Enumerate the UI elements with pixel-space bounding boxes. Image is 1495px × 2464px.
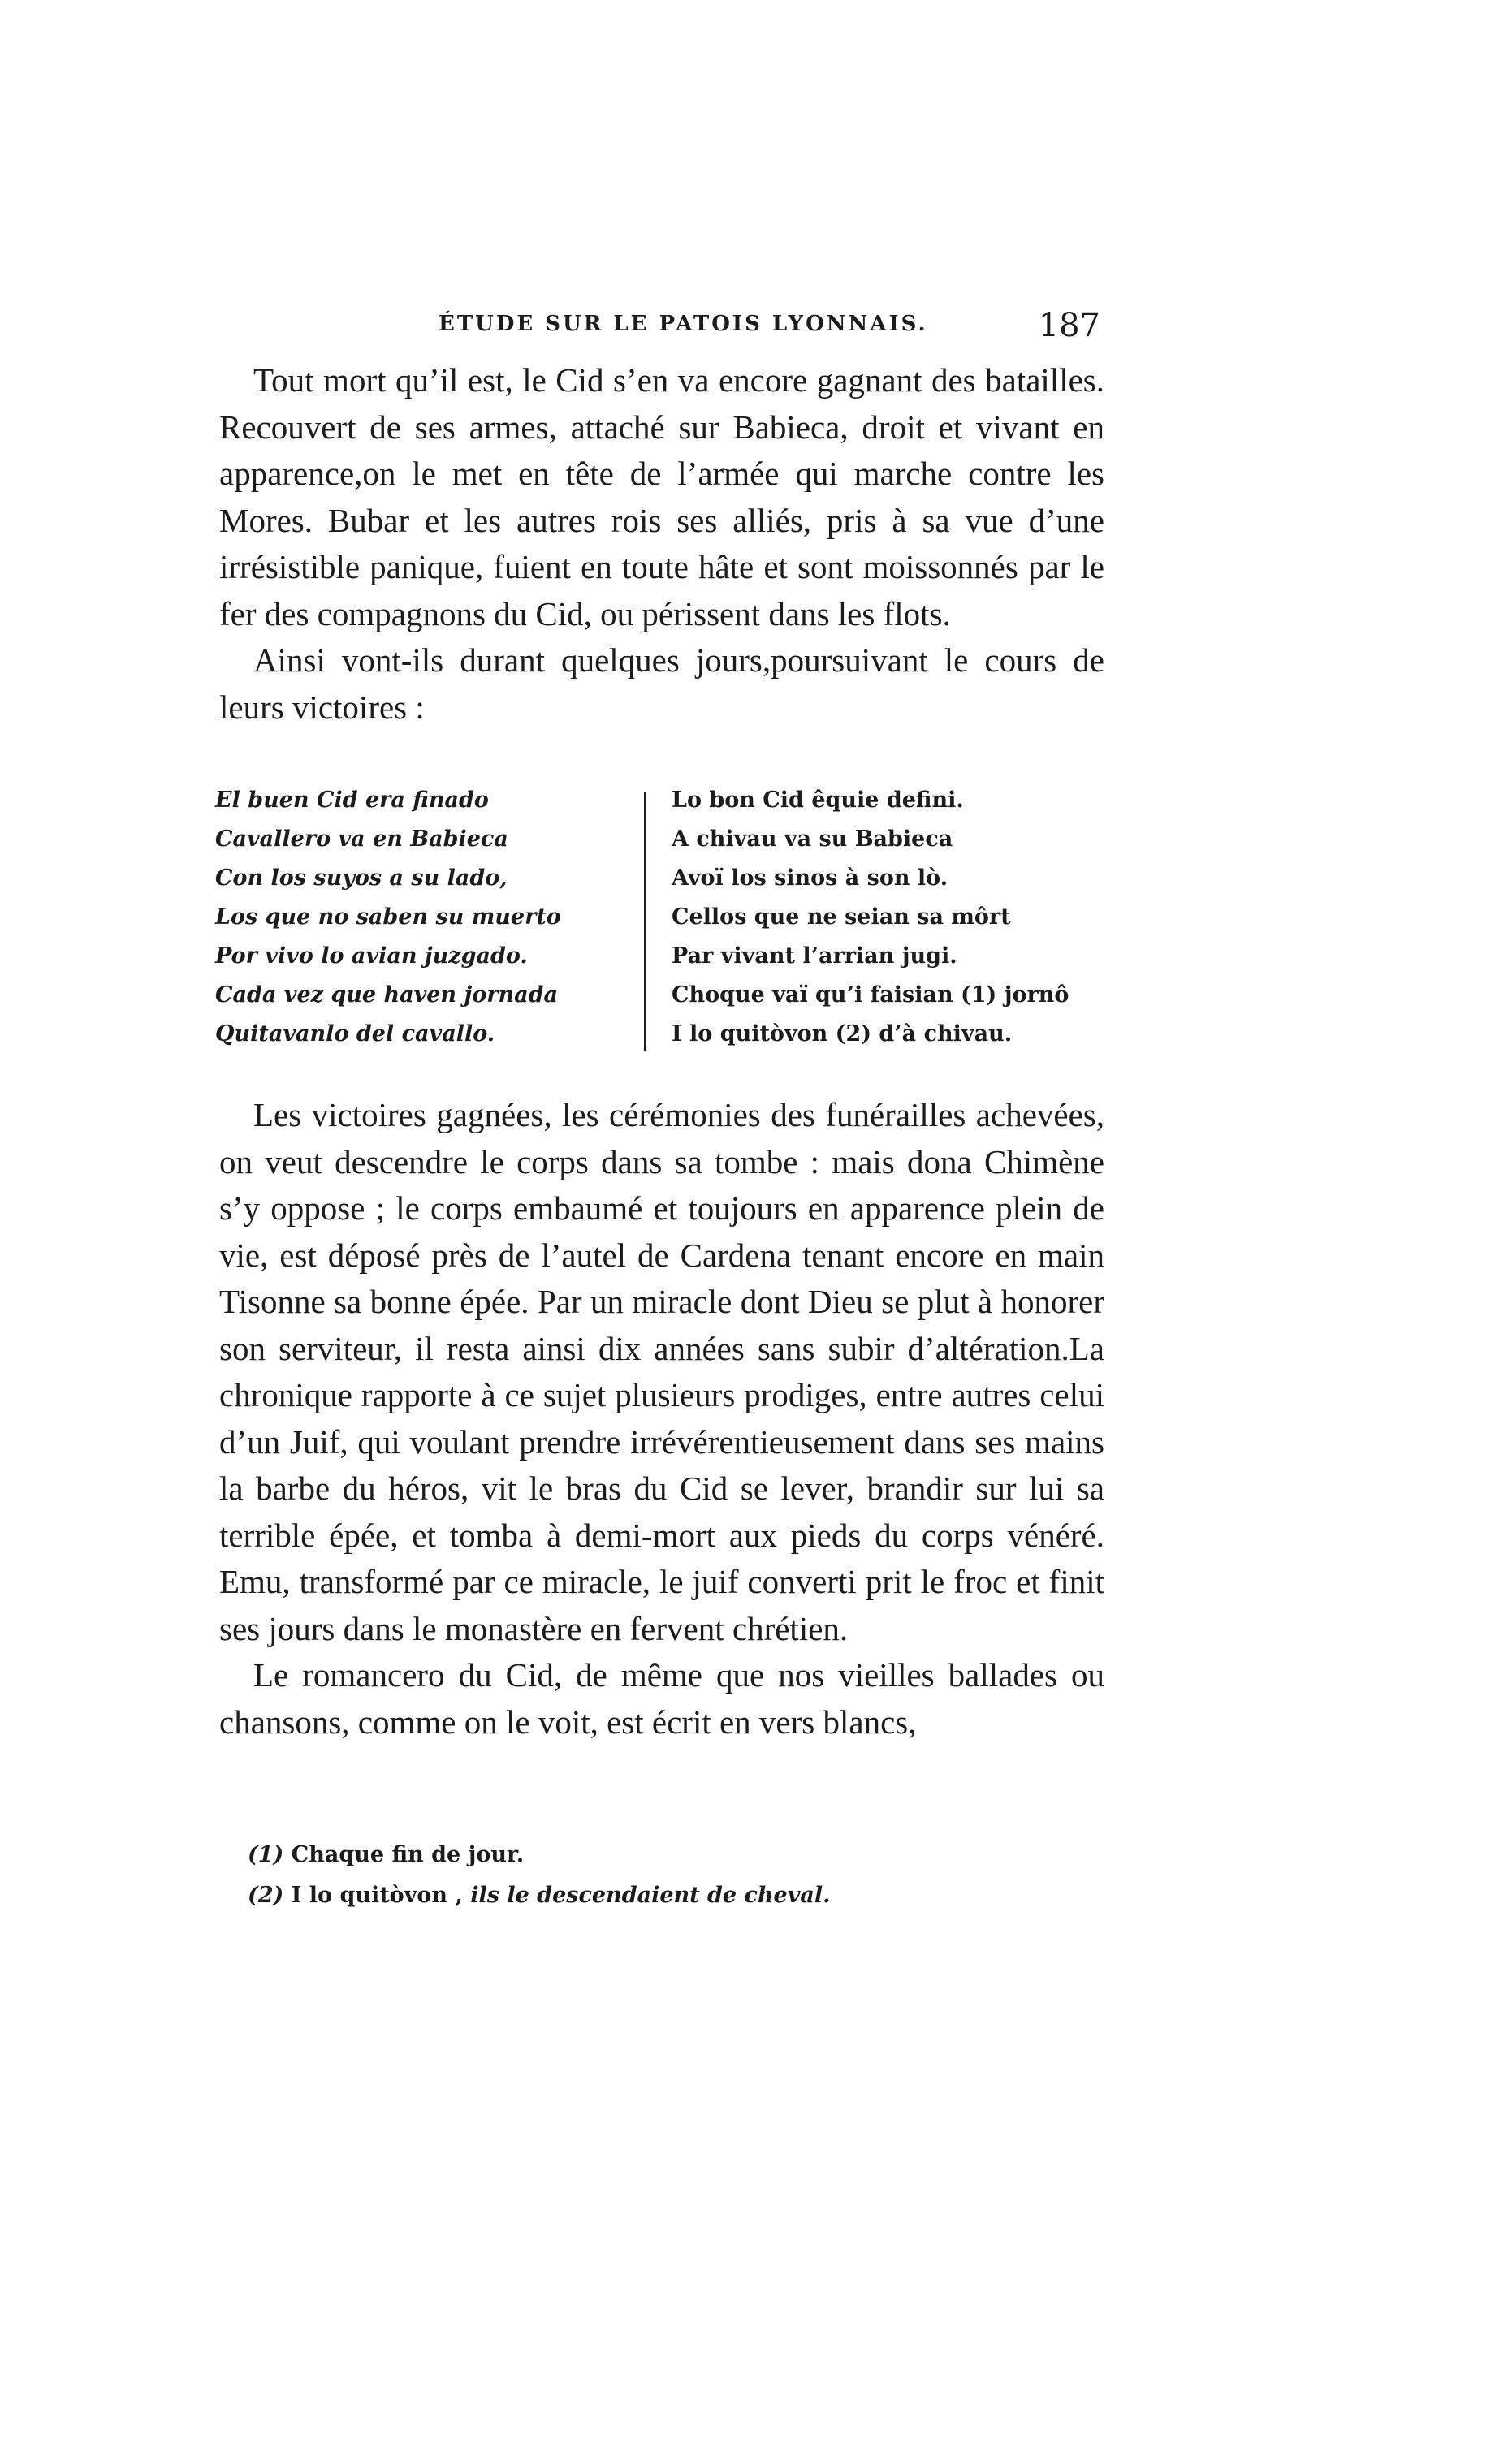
footnote — [248, 1835, 1060, 1875]
verse-line: Quitavanlo del cavallo. — [215, 1021, 495, 1046]
body-text-bottom — [219, 1092, 1104, 1746]
verse-line: Choque vaï qu’i faisian (1) jornô — [672, 982, 1069, 1008]
paragraph: Le romancero du Cid, de même que nos vieilles ballades ou chansons, comme on le voit, est écrit en vers blancs, — [219, 1656, 1104, 1741]
running-head: ÉTUDE SUR LE PATOIS LYONNAIS. — [439, 312, 928, 336]
verse-line: Avoï los sinos à son lò. — [672, 865, 948, 891]
footnote-translation: ils le descendaient de cheval. — [470, 1883, 831, 1908]
page-number: 187 — [1038, 307, 1100, 344]
verse-quotation — [215, 781, 1108, 1057]
verse-divider — [644, 792, 646, 1051]
verse-lyonnais-column — [672, 781, 1069, 1054]
verse-spanish-column — [215, 781, 561, 1054]
footnote-marker: (2) — [248, 1883, 284, 1908]
footnotes — [248, 1835, 1060, 1916]
footnote — [248, 1875, 1060, 1916]
verse-line: Con los suyos a su lado, — [215, 865, 508, 891]
verse-line: Cellos que ne seian sa môrt — [672, 904, 1011, 930]
paragraph: Ainsi vont-ils durant quelques jours,poursuivant le cours de leurs victoires : — [219, 641, 1104, 726]
paragraph: Les victoires gagnées, les cérémonies des funérailles achevées, on veut descendre le corps dans sa tombe : mais dona Chimène s’y oppose ; le corps embaumé et toujours en apparence plein de vie, est déposé près de l’autel de Cardena tenant encore en main Tisonne sa bonne épée. Par un miracle dont Dieu se plut à honorer son serviteur, il resta ainsi dix années sans subir d’altération.La chronique rapporte à ce sujet plusieurs prodiges, entre autres celui d’un Juif, qui voulant prendre irrévérentieusement dans ses mains la barbe du héros, vit le bras du Cid se lever, brandir sur lui sa terrible épée, et tomba à demi-mort aux pieds du corps vénéré. Emu, transformé par ce miracle, le juif converti prit le froc et finit ses jours dans le monastère en fervent chrétien. — [219, 1096, 1104, 1647]
footnote-text: Chaque fin de jour. — [291, 1842, 525, 1867]
page-header — [219, 307, 1104, 347]
footnote-text: I lo quitòvon , — [291, 1883, 463, 1908]
paragraph: Tout mort qu’il est, le Cid s’en va encore gagnant des batailles. Recouvert de ses armes, attaché sur Babieca, droit et vivant en apparence,on le met en tête de l’armée qui marche contre les Mores. Bubar et les autres rois ses alliés, pris à sa vue d’une irrésistible panique, fuient en toute hâte et sont moissonnés par le fer des compagnons du Cid, ou périssent dans les flots. — [219, 361, 1104, 632]
verse-line: Cada vez que haven jornada — [215, 982, 558, 1008]
verse-line: Par vivant l’arrian jugi. — [672, 943, 957, 969]
verse-line: I lo quitòvon (2) d’à chivau. — [672, 1021, 1013, 1046]
verse-line: Los que no saben su muerto — [215, 904, 561, 930]
verse-line: El buen Cid era finado — [215, 788, 489, 813]
verse-line: A chivau va su Babieca — [672, 826, 953, 852]
body-text-top — [219, 357, 1104, 731]
verse-line: Por vivo lo avian juzgado. — [215, 943, 528, 969]
verse-line: Cavallero va en Babieca — [215, 826, 508, 852]
footnote-marker: (1) — [248, 1842, 284, 1867]
verse-line: Lo bon Cid êquie defini. — [672, 788, 964, 813]
